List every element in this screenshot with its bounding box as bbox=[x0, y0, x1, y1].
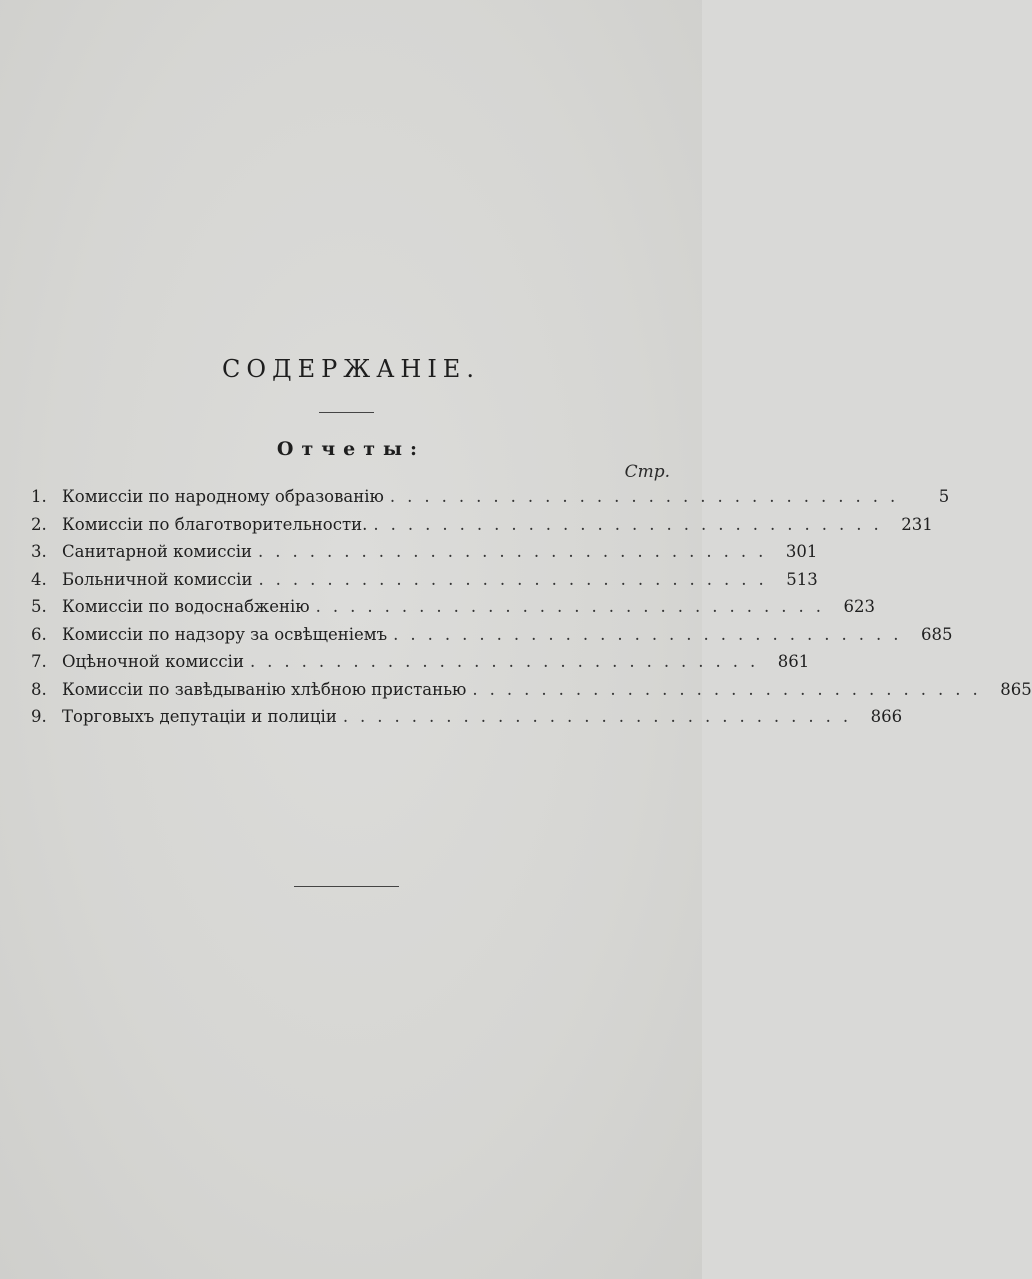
toc-entry-title: Санитарной комиссіи bbox=[62, 542, 252, 561]
toc-entry-number: 9. bbox=[31, 707, 47, 726]
toc-entry-number: 3. bbox=[31, 542, 47, 561]
page-title: СОДЕРЖАНІЕ. bbox=[222, 355, 480, 383]
toc-entry-title: Комиссіи по народному образованію bbox=[62, 487, 384, 506]
leader-dots: .............................. bbox=[315, 597, 833, 616]
toc-entry-title: Комиссіи по благотворительности. bbox=[62, 514, 368, 534]
toc-entry bbox=[31, 621, 953, 649]
toc-entry-title: Оцѣночной комиссіи bbox=[62, 652, 244, 671]
table-of-contents bbox=[31, 483, 1032, 731]
toc-entry-title: Больничной комиссіи bbox=[62, 569, 253, 589]
toc-entry-page: 231 bbox=[901, 514, 933, 534]
toc-entry-number: 1. bbox=[31, 487, 47, 506]
leader-dots: .............................. bbox=[472, 679, 990, 699]
toc-entry-page: 301 bbox=[785, 542, 818, 561]
toc-entry-number: 8. bbox=[31, 679, 47, 699]
toc-entry bbox=[31, 703, 903, 731]
toc-entry-title: Комиссіи по завѣдыванію хлѣбною пристанью bbox=[62, 679, 467, 699]
toc-entry-page: 861 bbox=[777, 652, 810, 671]
section-heading: Отчеты: bbox=[276, 438, 426, 460]
toc-entry bbox=[31, 483, 950, 511]
toc-entry-page: 513 bbox=[786, 569, 818, 589]
page-column-label: Стр. bbox=[624, 462, 670, 482]
toc-entry-title: Комиссіи по надзору за освѣщеніемъ bbox=[62, 624, 388, 644]
toc-entry-title: Комиссіи по водоснабженію bbox=[62, 597, 310, 616]
toc-entry-number: 6. bbox=[31, 624, 47, 644]
toc-entry bbox=[31, 676, 1032, 704]
leader-dots: .............................. bbox=[393, 624, 911, 644]
toc-entry-number: 5. bbox=[31, 597, 47, 616]
toc-entry bbox=[31, 538, 818, 566]
toc-entry-page: 685 bbox=[921, 624, 953, 644]
toc-entry-page: 5 bbox=[938, 487, 950, 506]
leader-dots: .............................. bbox=[342, 707, 861, 726]
toc-entry-page: 623 bbox=[843, 597, 875, 616]
toc-entry-page: 865 bbox=[1000, 679, 1032, 699]
leader-dots: .............................. bbox=[258, 569, 776, 589]
toc-entry bbox=[31, 593, 875, 621]
toc-entry-number: 2. bbox=[31, 514, 47, 534]
toc-entry bbox=[31, 566, 818, 594]
toc-entry-page: 866 bbox=[870, 707, 903, 726]
toc-entry-number: 7. bbox=[31, 652, 47, 671]
leader-dots: .............................. bbox=[258, 542, 776, 561]
toc-entry bbox=[31, 648, 810, 676]
toc-entry-number: 4. bbox=[31, 569, 47, 589]
leader-dots: .............................. bbox=[389, 487, 908, 506]
toc-entry bbox=[31, 511, 933, 539]
toc-entry-title: Торговыхъ депутаціи и полиціи bbox=[62, 707, 337, 726]
leader-dots: .............................. bbox=[373, 514, 891, 534]
leader-dots: .............................. bbox=[249, 652, 768, 671]
closing-divider bbox=[294, 886, 399, 887]
title-divider bbox=[319, 412, 374, 413]
